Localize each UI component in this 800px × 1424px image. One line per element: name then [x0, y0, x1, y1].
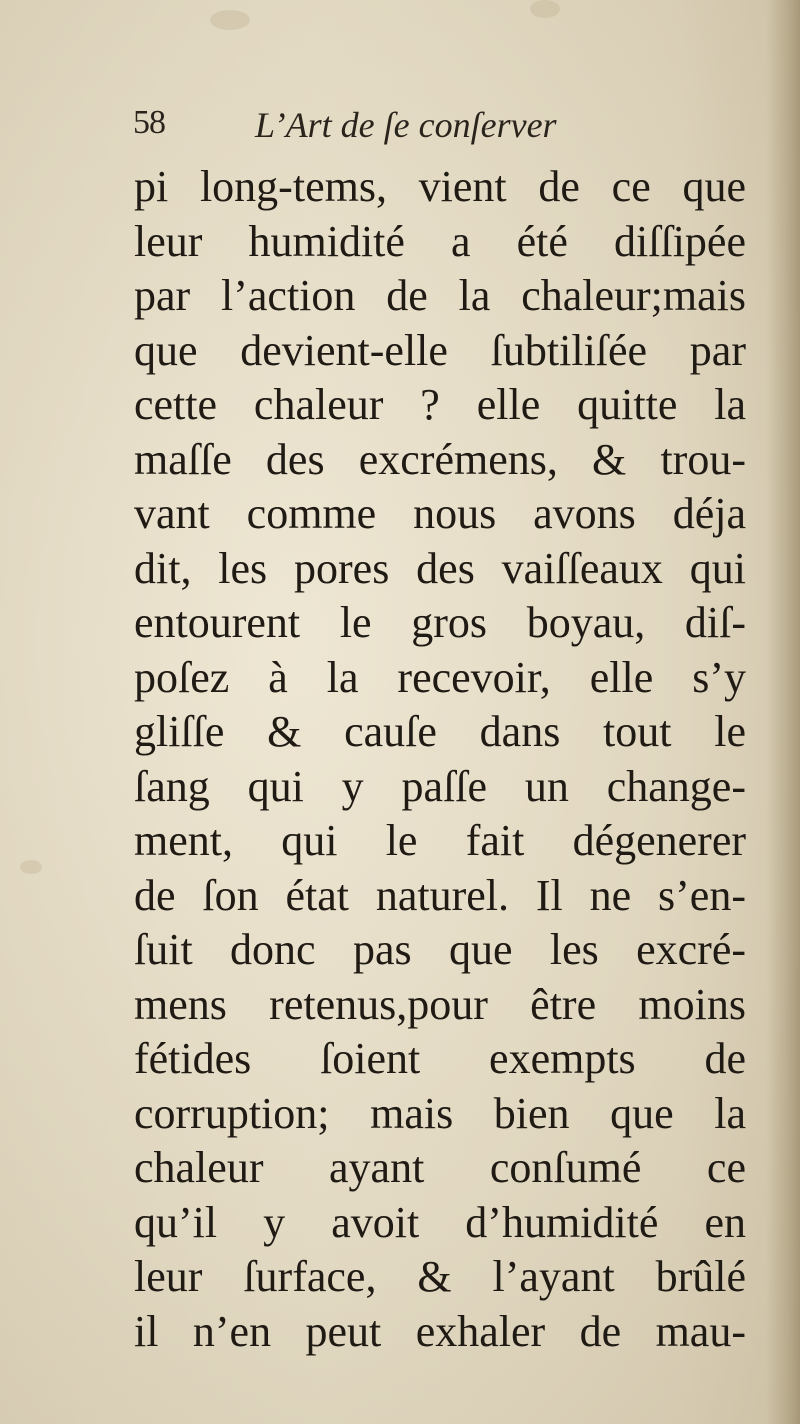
text-line: fétides ſoient exempts de [134, 1034, 746, 1083]
page-header [133, 104, 753, 156]
text-line: mens retenus,pour être moins [134, 979, 746, 1029]
text-line: ſuit donc pas que les excré- [134, 925, 746, 974]
paper-stain [210, 10, 250, 30]
text-line: dit, les pores des vaiſſeaux qui [134, 543, 746, 593]
text-line: que devient-elle ſubtiliſée par [134, 325, 746, 375]
text-line: corruption; mais bien que la [134, 1088, 746, 1138]
text-line: leur ſurface, & l’ayant brûlé [134, 1252, 746, 1301]
text-line: ment, qui le fait dégenerer [134, 816, 746, 865]
page-edge-shadow [766, 0, 800, 1424]
text-line: leur humidité a été diſſipée [134, 216, 746, 266]
text-line: entourent le gros boyau, diſ- [134, 598, 746, 647]
text-line: de ſon état naturel. Il ne s’en- [134, 870, 746, 920]
text-line: maſſe des excrémens, & trou- [134, 434, 746, 484]
paper-stain [530, 0, 560, 18]
text-line: vant comme nous avons déja [134, 489, 746, 538]
paper-stain [20, 860, 42, 874]
text-line: chaleur ayant conſumé ce [134, 1143, 746, 1192]
body-text [134, 160, 746, 1359]
text-line: pi long-tems, vient de ce que [134, 162, 746, 211]
text-line: cette chaleur ? elle quitte la [134, 380, 746, 429]
running-title: L’Art de ſe conſerver [255, 105, 557, 145]
page-number: 58 [133, 104, 165, 141]
text-line: poſez à la recevoir, elle s’y [134, 652, 746, 702]
text-line: par l’action de la chaleur;mais [134, 271, 746, 320]
text-line: ſang qui y paſſe un change- [134, 761, 746, 811]
text-line: gliſſe & cauſe dans tout le [134, 707, 746, 756]
text-line: qu’il y avoit d’humidité en [134, 1197, 746, 1247]
text-line: il n’en peut exhaler de mau- [134, 1306, 746, 1356]
